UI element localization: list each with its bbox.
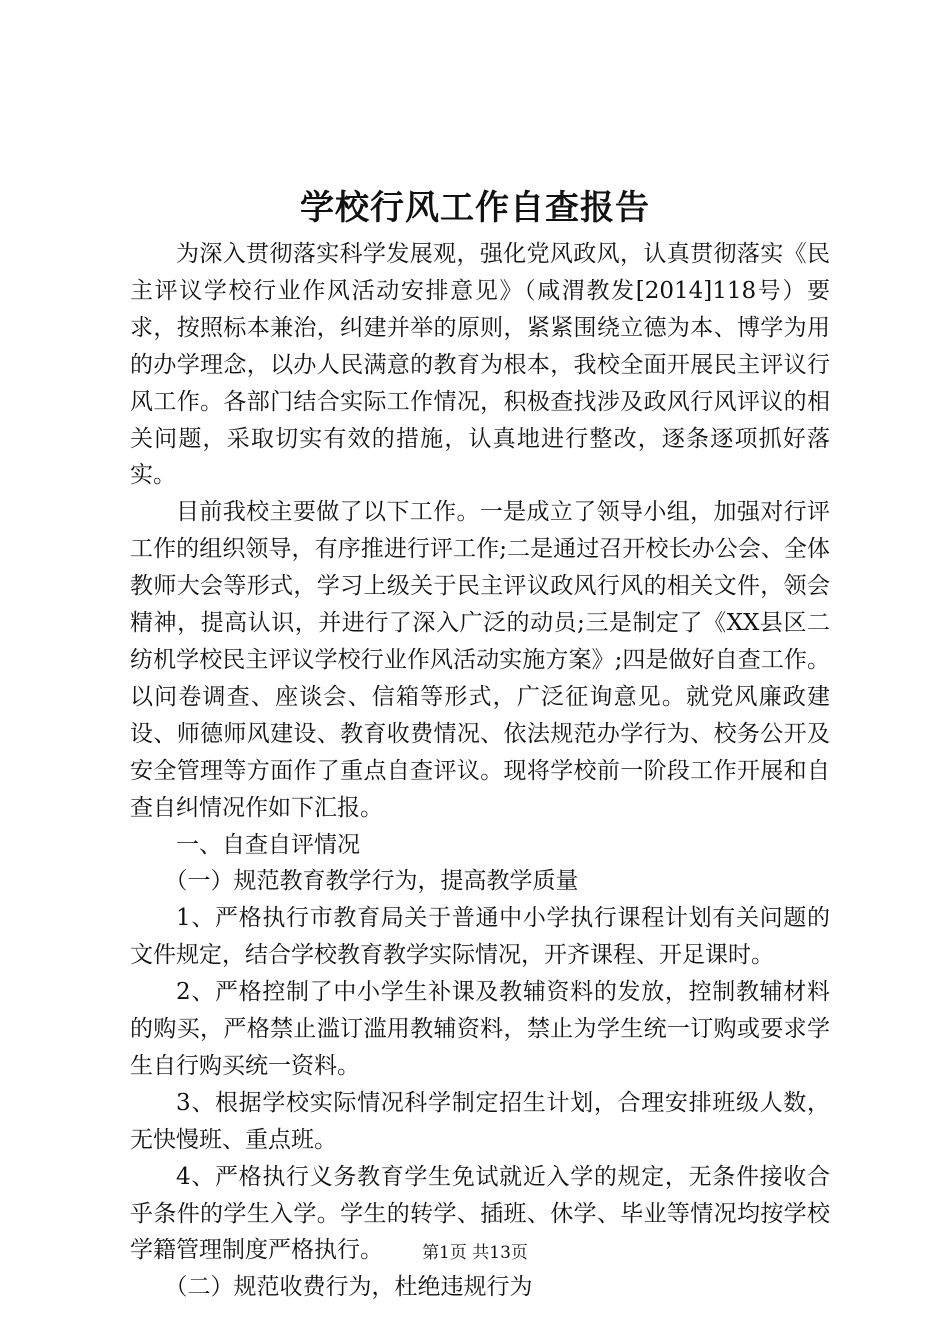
paragraph-intro: 为深入贯彻落实科学发展观，强化党风政风，认真贯彻落实《民主评议学校行业作风活动安排意见》（咸渭教发[2014]118号）要求，按照标本兼治，纠建并举的原则，紧紧围绕立德为本、博学为用的办学理念，以办人民满意的教育为根本，我校全面开展民主评议行风工作。各部门结合实际工作情况，积极查找涉及政风行风评议的相关问题，采取切实有效的措施，认真地进行整改，逐条逐项抓好落实。 — [130, 241, 830, 489]
page-number-footer: 第1页 共13页 — [422, 1243, 528, 1263]
document-title: 学校行风工作自查报告 — [300, 188, 650, 228]
document-body — [130, 236, 830, 1306]
paragraph-item-2: 2、严格控制了中小学生补课及教辅资料的发放，控制教辅材料的购买，严格禁止滥订滥用教辅资料，禁止为学生统一订购或要求学生自行购买统一资料。 — [130, 979, 830, 1079]
paragraph-item-4: 4、严格执行义务教育学生免试就近入学的规定，无条件接收合乎条件的学生入学。学生的转学、插班、休学、毕业等情况均按学校学籍管理制度严格执行。 — [130, 1163, 830, 1264]
section-heading-self-check: 一、自查自评情况 — [176, 831, 360, 858]
subsection-heading-teaching: （一）规范教育教学行为，提高教学质量 — [164, 868, 579, 895]
subsection-heading-fees: （二）规范收费行为，杜绝违规行为 — [164, 1274, 533, 1301]
paragraph-work-summary: 目前我校主要做了以下工作。一是成立了领导小组，加强对行评工作的组织领导，有序推进行评工作;二是通过召开校长办公会、全体教师大会等形式，学习上级关于民主评议政风行风的相关文件，领会精神，提高认识，并进行了深入广泛的动员;三是制定了《XX县区二纺机学校民主评议学校行业作风活动实施方案》;四是做好自查工作。以问卷调查、座谈会、信箱等形式，广泛征询意见。就党风廉政建设、师德师风建设、教育收费情况、依法规范办学行为、校务公开及安全管理等方面作了重点自查评议。现将学校前一阶段工作开展和自查自纠情况作如下汇报。 — [130, 499, 830, 821]
paragraph-item-1: 1、严格执行市教育局关于普通中小学执行课程计划有关问题的文件规定，结合学校教育教学实际情况，开齐课程、开足课时。 — [130, 905, 830, 969]
paragraph-item-3: 3、根据学校实际情况科学制定招生计划，合理安排班级人数，无快慢班、重点班。 — [130, 1089, 830, 1153]
